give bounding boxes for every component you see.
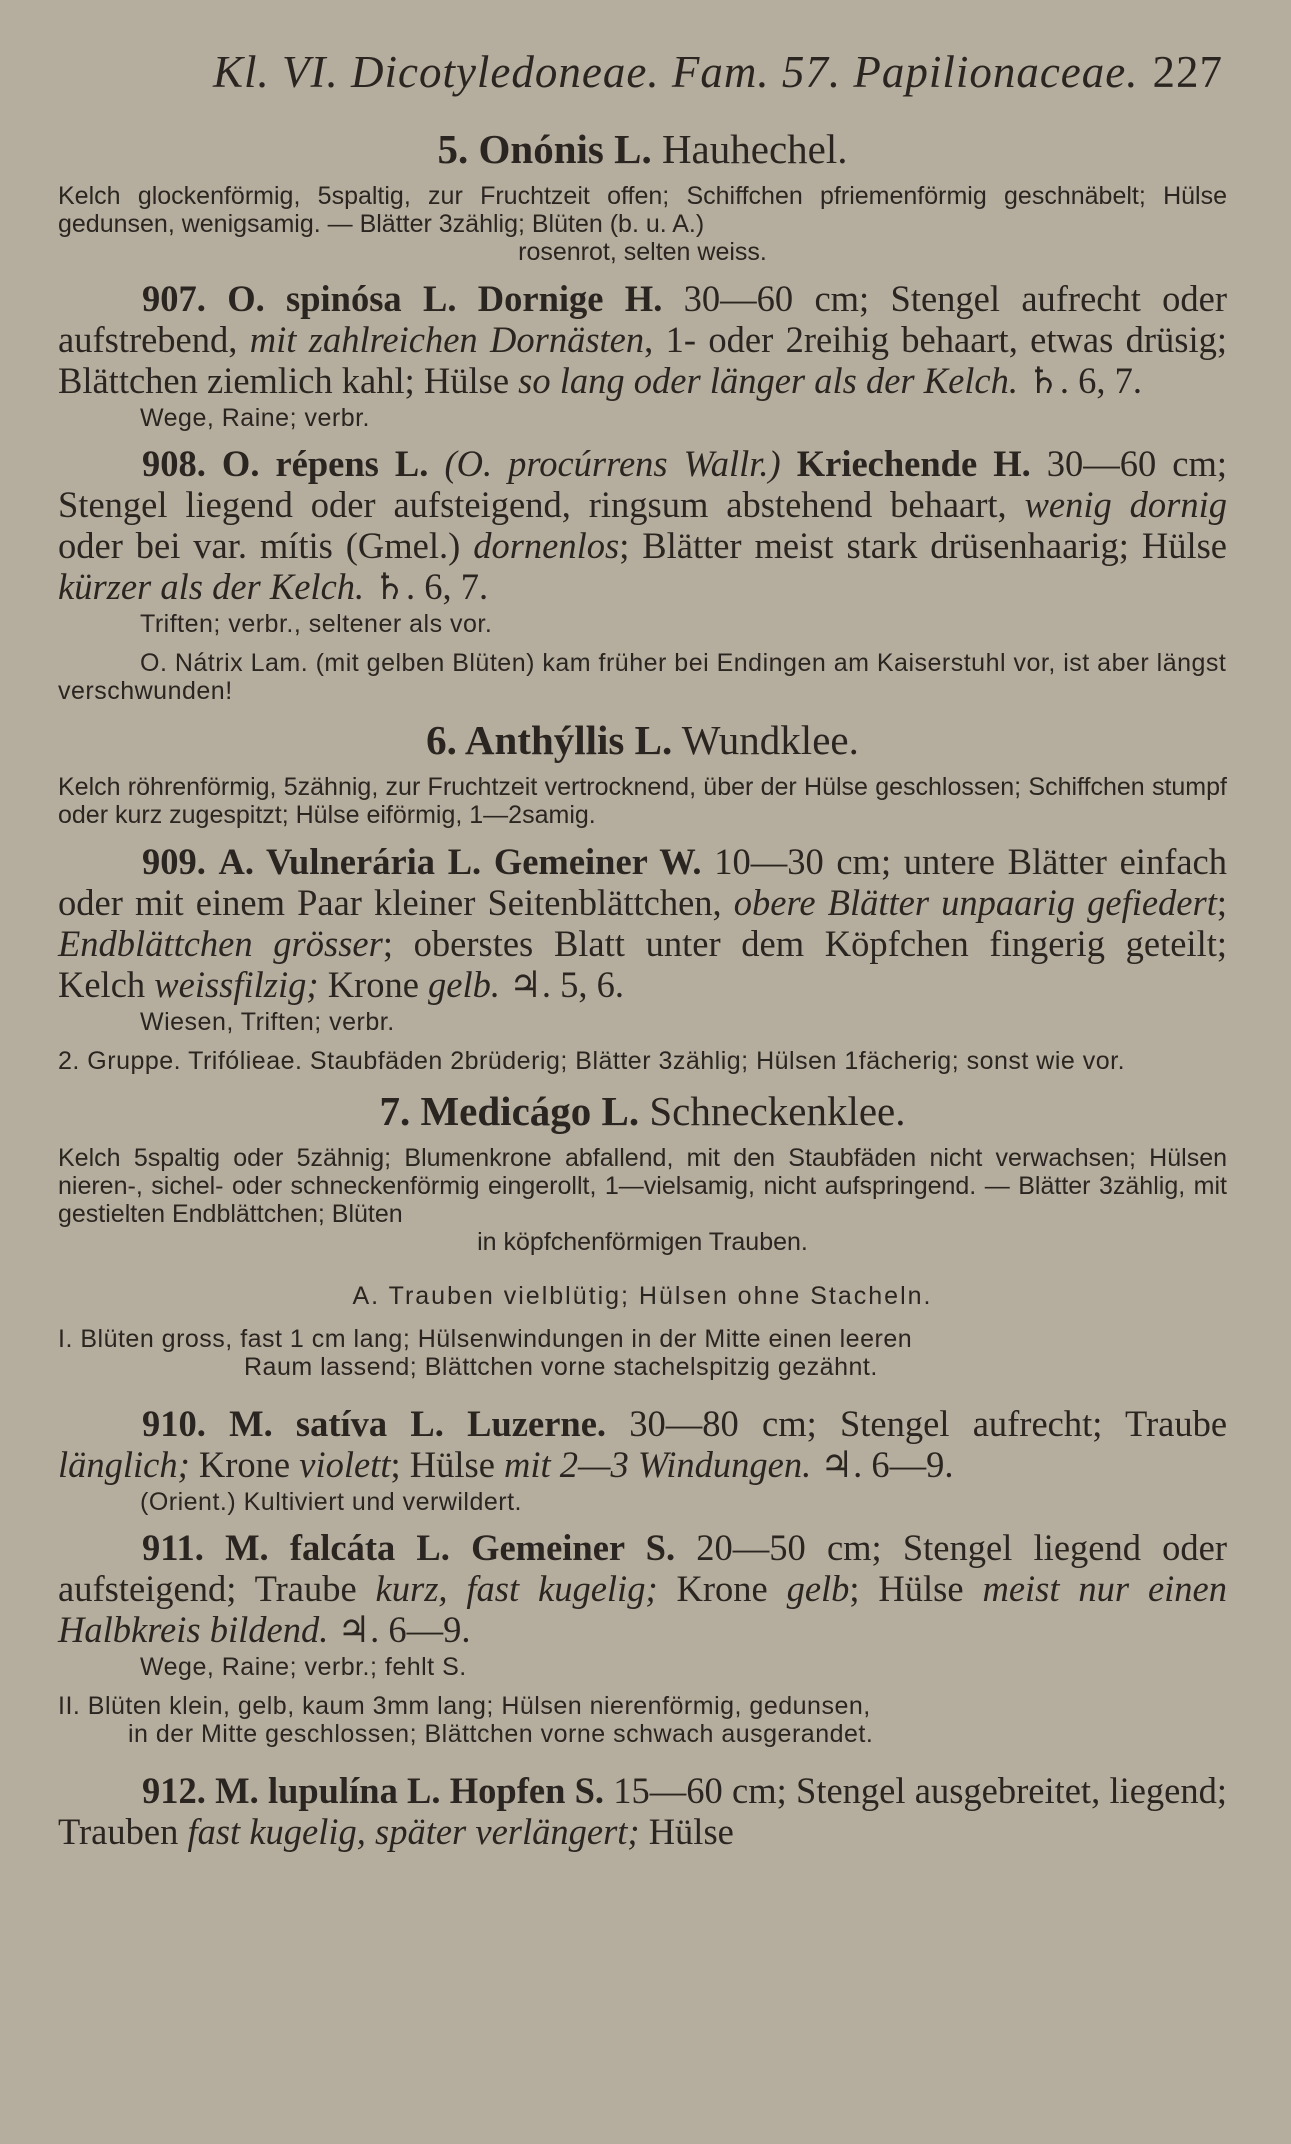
entry-italic: gelb: [786, 1568, 850, 1609]
historical-note: O. Nátrix Lam. (mit gelben Blüten) kam früher bei Endingen am Kaiserstuhl vor, ist aber längst verschwunden!: [58, 649, 1227, 705]
species-name: M. falcáta L.: [225, 1527, 450, 1568]
entry-text: 30—60 cm; Stengel aufrecht oder aufstrebend,: [58, 278, 1228, 360]
entry-text: ♃. 6—9.: [337, 1609, 471, 1650]
entry-text: ; Hülse: [390, 1444, 495, 1485]
entry-italic: weissfilzig;: [154, 964, 319, 1005]
genus-common-name: Hauhechel.: [661, 126, 848, 172]
section-key-I: [58, 1325, 1227, 1381]
description-text-end: rosenrot, selten weiss.: [518, 238, 767, 266]
key-line: Raum lassend; Blättchen vorne stachelspitzig gezähnt.: [244, 1353, 878, 1381]
species-number: 908.: [142, 443, 206, 484]
entry-italic: kurz, fast kugelig;: [375, 1568, 658, 1609]
genus-name: 6. Anthýllis L.: [426, 717, 673, 763]
entry-italic: länglich;: [58, 1444, 190, 1485]
description-text-end: in köpfchenförmigen Trauben.: [477, 1228, 808, 1256]
genus-description: [58, 182, 1227, 266]
entry-italic: mit zahlreichen Dornästen: [249, 319, 645, 360]
entry-text: ♄. 6, 7.: [1027, 360, 1142, 401]
genus-heading-ononis: [58, 124, 1227, 174]
entry-italic: meist nur einen Halbkreis bildend.: [58, 1568, 1228, 1650]
species-entry-910: [58, 1403, 1227, 1485]
species-number: 911.: [142, 1527, 204, 1568]
species-entry-909: [58, 841, 1227, 1005]
vernacular-name: Dornige H.: [477, 278, 663, 319]
genus-heading-anthyllis: [58, 715, 1227, 765]
habitat-line: Wege, Raine; verbr.; fehlt S.: [140, 1653, 467, 1681]
entry-text: Krone: [676, 1568, 768, 1609]
entry-text: 15—60 cm; Stengel ausgebreitet, liegend; Trauben: [58, 1770, 1228, 1852]
entry-text: oder bei var. mítis (Gmel.): [58, 525, 461, 566]
page-number: 227: [1152, 47, 1223, 97]
species-entry-907: [58, 278, 1227, 401]
entry-italic: mit 2—3 Windungen.: [504, 1444, 812, 1485]
entry-text: Krone: [327, 964, 419, 1005]
key-line: II. Blüten klein, gelb, kaum 3mm lang; Hülsen nierenförmig, gedunsen,: [58, 1692, 871, 1720]
genus-name: 7. Medicágo L.: [379, 1088, 640, 1134]
entry-text: 30—60 cm; Stengel liegend oder aufsteigend, ringsum abstehend behaart,: [58, 443, 1228, 525]
subsection-heading: A. Trauben vielblütig; Hülsen ohne Stacheln.: [352, 1282, 933, 1310]
genus-description: Kelch röhrenförmig, 5zähnig, zur Fruchtzeit vertrocknend, über der Hülse geschlossen; Schiffchen stumpf oder kurz zugespitzt; Hülse eiförmig, 1—2samig.: [58, 773, 1227, 829]
vernacular-name: Kriechende H.: [796, 443, 1031, 484]
species-name: O. spinósa L.: [227, 278, 457, 319]
entry-italic: kürzer als der Kelch.: [58, 566, 365, 607]
entry-italic: gelb.: [428, 964, 500, 1005]
vernacular-name: Luzerne.: [467, 1403, 607, 1444]
vernacular-name: Gemeiner W.: [493, 841, 702, 882]
entry-text: 20—50 cm; Stengel liegend oder aufsteigend; Traube: [58, 1527, 1228, 1609]
running-header: [58, 46, 1227, 98]
vernacular-name: Gemeiner S.: [471, 1527, 676, 1568]
entry-italic: so lang oder länger als der Kelch.: [518, 360, 1018, 401]
section-key-II: [58, 1692, 1227, 1748]
genus-common-name: Schneckenklee.: [649, 1088, 906, 1134]
species-name: O. répens L.: [221, 443, 429, 484]
habitat-line: Triften; verbr., seltener als vor.: [140, 610, 493, 638]
entry-italic: violett: [299, 1444, 391, 1485]
description-text: Kelch 5spaltig oder 5zähnig; Blumenkrone abfallend, mit den Staubfäden nicht verwachsen; Hülsen nieren-, sichel- oder schneckenförmig eingerollt, 1—vielsamig, nicht aufspringend. — Blätter 3zählig, mit gestielten Endblättchen; Blüten: [58, 1144, 1227, 1228]
entry-text: ♃. 6—9.: [820, 1444, 954, 1485]
entry-text: ; Hülse: [849, 1568, 964, 1609]
synonym: (O. procúrrens Wallr.): [444, 443, 781, 484]
description-text: Kelch glockenförmig, 5spaltig, zur Fruchtzeit offen; Schiffchen pfriemenförmig geschnäbelt; Hülse gedunsen, wenigsamig. — Blätter 3zählig; Blüten (b. u. A.): [58, 182, 1227, 238]
entry-text: Krone: [198, 1444, 291, 1485]
species-number: 910.: [142, 1403, 206, 1444]
entry-text: ; oberstes Blatt unter dem Köpfchen fingerig geteilt; Kelch: [58, 923, 1227, 1005]
species-entry-911: [58, 1527, 1227, 1650]
entry-text: Hülse: [648, 1811, 734, 1852]
entry-italic: obere Blätter unpaarig gefiedert: [733, 882, 1217, 923]
species-number: 912.: [142, 1770, 206, 1811]
entry-italic: dornenlos: [473, 525, 620, 566]
species-number: 907.: [142, 278, 206, 319]
habitat-line: (Orient.) Kultiviert und verwildert.: [140, 1488, 523, 1516]
genus-description: [58, 1144, 1227, 1256]
species-entry-908: [58, 443, 1227, 607]
entry-text: ;: [1216, 882, 1227, 923]
species-name: A. Vulnerária L.: [218, 841, 482, 882]
entry-text: ♄. 6, 7.: [373, 566, 489, 607]
species-number: 909.: [142, 841, 206, 882]
entry-text: ; Blätter meist stark drüsenhaarig; Hülse: [619, 525, 1228, 566]
genus-name: 5. Onónis L.: [437, 126, 652, 172]
entry-text: 10—30 cm; untere Blätter einfach oder mit einem Paar kleiner Seitenblättchen,: [58, 841, 1228, 923]
species-name: M. satíva L.: [229, 1403, 444, 1444]
group-heading: 2. Gruppe. Trifólieae. Staubfäden 2brüderig; Blätter 3zählig; Hülsen 1fächerig; sonst wie vor.: [58, 1047, 1126, 1075]
genus-heading-medicago: [58, 1086, 1227, 1136]
genus-common-name: Wundklee.: [681, 717, 859, 763]
running-title: Kl. VI. Dicotyledoneae. Fam. 57. Papilionaceae.: [212, 47, 1139, 97]
vernacular-name: Hopfen S.: [449, 1770, 605, 1811]
entry-italic: wenig dornig: [1024, 484, 1227, 525]
habitat-line: Wege, Raine; verbr.: [140, 404, 370, 432]
entry-italic: fast kugelig, später verlängert;: [187, 1811, 640, 1852]
key-line: in der Mitte geschlossen; Blättchen vorne schwach ausgerandet.: [128, 1720, 874, 1748]
entry-italic: Endblättchen grösser: [58, 923, 383, 964]
entry-text: 30—80 cm; Stengel aufrecht; Traube: [629, 1403, 1228, 1444]
species-entry-912: [58, 1770, 1227, 1852]
habitat-line: Wiesen, Triften; verbr.: [140, 1008, 395, 1036]
key-line: I. Blüten gross, fast 1 cm lang; Hülsenwindungen in der Mitte einen leeren: [58, 1325, 913, 1353]
species-name: M. lupulína L.: [215, 1770, 441, 1811]
entry-text: , 1- oder 2reihig behaart, etwas drüsig; Blättchen ziemlich kahl; Hülse: [58, 319, 1228, 401]
entry-text: ♃. 5, 6.: [509, 964, 624, 1005]
